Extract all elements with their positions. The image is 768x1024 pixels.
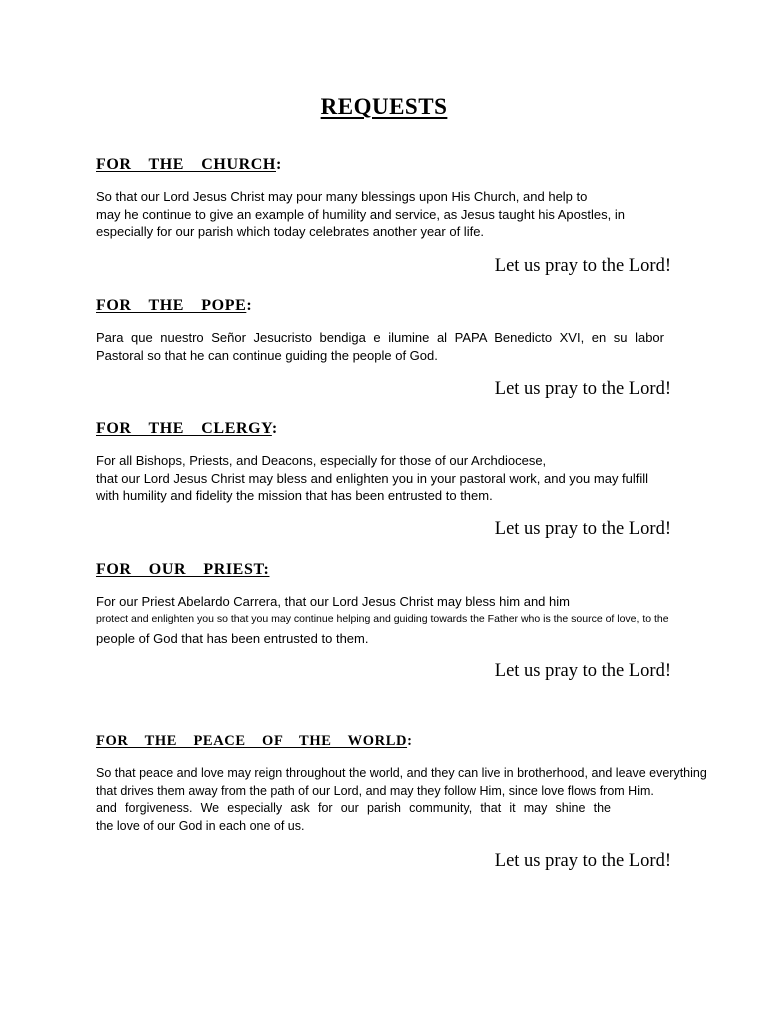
heading-priest-label: FOR OUR PRIEST: xyxy=(96,561,270,578)
heading-church-colon: : xyxy=(275,156,282,173)
response-clergy: Let us pray to the Lord! xyxy=(494,519,671,539)
paragraph-line: that our Lord Jesus Christ may bless and enlighten you in your pastoral work, and you may fulfill xyxy=(96,470,649,486)
heading-peace-label: FOR THE PEACE OF THE WORLD xyxy=(96,733,408,749)
response-church: Let us pray to the Lord! xyxy=(494,256,671,276)
heading-church xyxy=(96,156,282,174)
response-peace: Let us pray to the Lord! xyxy=(494,851,671,871)
heading-pope-colon: : xyxy=(246,297,253,314)
heading-priest xyxy=(96,561,361,579)
paragraph-line: people of God that has been entrusted to them. xyxy=(96,630,369,646)
paragraph-line: For our Priest Abelardo Carrera, that our Lord Jesus Christ may bless him and him xyxy=(96,594,570,609)
heading-clergy-colon: : xyxy=(271,420,278,437)
paragraph-peace xyxy=(96,765,707,835)
paragraph-line: with humility and fidelity the mission that has been entrusted to them. xyxy=(96,488,493,503)
paragraph-priest xyxy=(96,593,676,647)
paragraph-line: Para que nuestro Señor Jesucristo bendiga e ilumine al PAPA Benedicto XVI, en su labor xyxy=(96,330,664,345)
paragraph-church xyxy=(96,188,676,241)
heading-peace xyxy=(96,733,413,750)
paragraph-line: the love of our God in each one of us. xyxy=(96,818,305,833)
heading-clergy-label: FOR THE CLERGY xyxy=(96,420,272,437)
heading-pope xyxy=(96,297,252,315)
paragraph-line: may he continue to give an example of humility and service, as Jesus taught his Apostles, in xyxy=(96,206,625,222)
response-pope: Let us pray to the Lord! xyxy=(494,379,671,399)
paragraph-line: and forgiveness. We especially ask for our parish community, that it may shine the xyxy=(96,801,611,815)
paragraph-line: protect and enlighten you so that you may continue helping and guiding towards the Father who is the source of love, to the xyxy=(96,612,669,625)
paragraph-line: Pastoral so that he can continue guiding the people of God. xyxy=(96,347,438,363)
paragraph-line: that drives them away from the path of our Lord, and may they follow Him, since love flows from Him. xyxy=(96,783,654,798)
response-priest: Let us pray to the Lord! xyxy=(494,661,671,681)
paragraph-line: especially for our parish which today celebrates another year of life. xyxy=(96,224,485,239)
page-title: REQUESTS xyxy=(320,94,448,119)
heading-clergy xyxy=(96,420,278,438)
paragraph-clergy xyxy=(96,452,676,505)
paragraph-line: So that peace and love may reign throughout the world, and they can live in brotherhood, and leave everything xyxy=(96,766,707,780)
paragraph-line: For all Bishops, Priests, and Deacons, especially for those of our Archdiocese, xyxy=(96,453,547,468)
heading-church-label: FOR THE CHURCH xyxy=(96,156,276,173)
paragraph-line: So that our Lord Jesus Christ may pour many blessings upon His Church, and help to xyxy=(96,189,588,204)
heading-peace-colon: : xyxy=(407,733,413,749)
paragraph-pope xyxy=(96,329,664,364)
heading-pope-label: FOR THE POPE xyxy=(96,297,247,314)
